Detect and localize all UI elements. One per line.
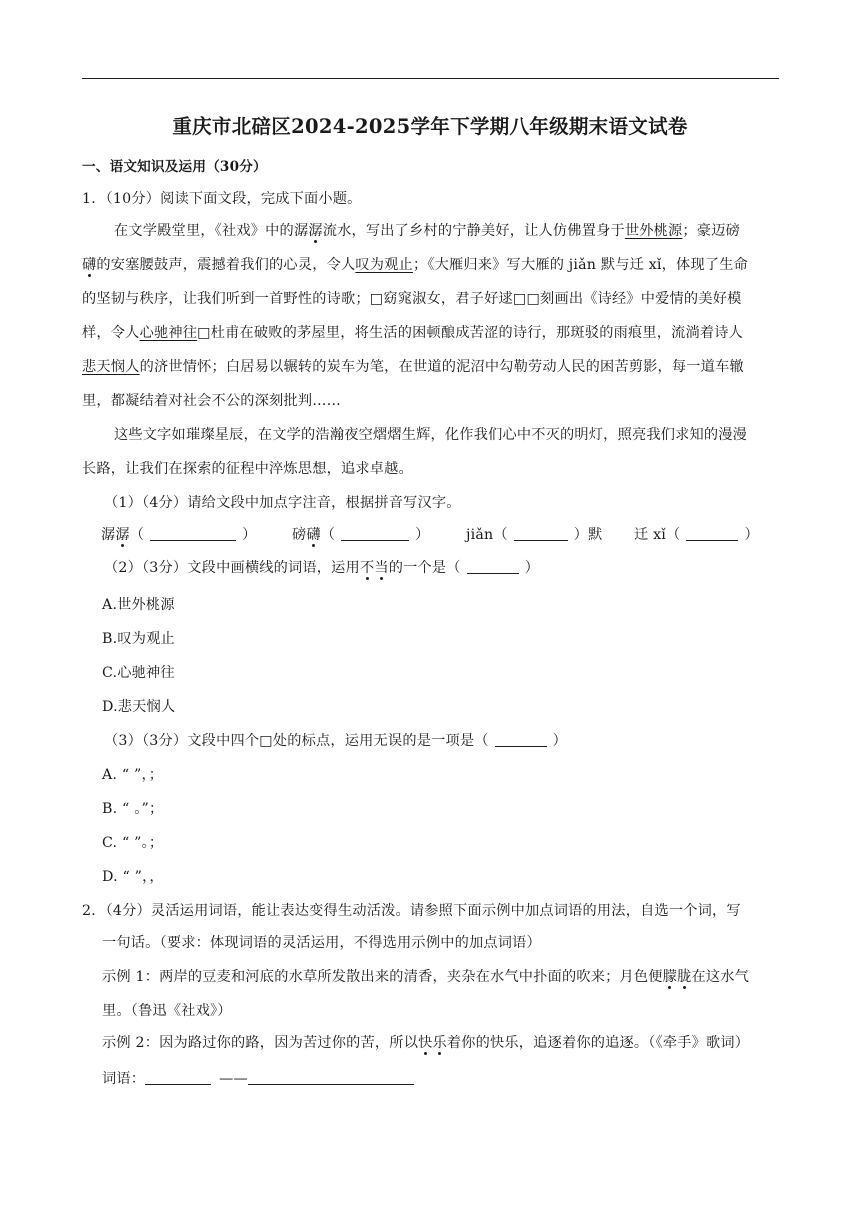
question-2-line: 2．（4分）灵活运用词语，能让表达变得生动活泼。请参照下面示例中加点词语的用法，自选一个词，写 [82, 903, 741, 919]
option-b: B.叹为观止 [102, 631, 175, 647]
dotted-char: 礴 [306, 527, 321, 543]
section-heading: 一、语文知识及运用（30分） [82, 159, 267, 175]
subquestion-3-heading: （3）（3分）文段中四个□处的标点，运用无误的是一项是（ ） [104, 733, 568, 749]
passage-line: 这些文字如璀璨星辰，在文学的浩瀚夜空熠熠生辉，化作我们心中不灭的明灯，照亮我们求知的漫漫 [114, 427, 748, 443]
dotted-char: 快 [418, 1035, 433, 1051]
dotted-char: 当 [374, 560, 389, 576]
page-title: 重庆市北碚区2024-2025学年下学期八年级期末语文试卷 [172, 115, 688, 138]
passage-line: 的坚韧与秩序，让我们听到一首野性的诗歌；□窈窕淑女，君子好逑□□刻画出《诗经》中爱情的美好模 [82, 291, 742, 307]
passage-line: 悲天悯人的济世情怀；白居易以辗转的炭车为笔，在世道的泥沼中勾勒劳动人民的困苦剪影，每一道车辙 [82, 359, 744, 375]
answer-blank[interactable] [686, 526, 738, 541]
option-c: C. “ ”。； [102, 835, 164, 851]
dotted-char: 朦 [662, 969, 678, 985]
answer-blank[interactable] [514, 526, 568, 541]
passage-line: 长路，让我们在探索的征程中淬炼思想，追求卓越。 [82, 461, 413, 477]
underlined-phrase: 世外桃源 [624, 223, 683, 239]
question-2-line: 一句话。（要求：体现词语的灵活运用，不得选用示例中的加点词语） [102, 935, 541, 951]
passage-line: 样，令人心驰神往□杜甫在破败的茅屋里，将生活的困顿酿成苦涩的诗行，那斑驳的雨痕里，流淌着诗人 [82, 325, 744, 341]
answer-line: 词语： —— [102, 1069, 414, 1089]
underlined-phrase: 悲天悯人 [82, 359, 140, 375]
sentence-blank[interactable] [248, 1070, 414, 1085]
subquestion-1-heading: （1）（4分）请给文段中加点字注音，根据拼音写汉字。 [104, 495, 461, 511]
example-1: 示例 1：两岸的豆麦和河底的水草所发散出来的清香，夹杂在水气中扑面的吹来；月色便朦胧在这水气 [102, 969, 750, 985]
dotted-char: 不 [359, 560, 375, 576]
dotted-char: 潺 [308, 223, 323, 239]
option-d: D. “ ”，， [102, 869, 164, 885]
example-2: 示例 2：因为路过你的路，因为苦过你的苦，所以快乐着你的快乐，追逐着你的追逐。（《牵手》歌词） [102, 1035, 750, 1051]
passage-line: 在文学殿堂里，《社戏》中的潺潺流水，写出了乡村的宁静美好，让人仿佛置身于世外桃源；豪迈磅 [114, 223, 740, 239]
underlined-phrase: 叹为观止 [355, 257, 413, 273]
header-rule [82, 78, 779, 79]
pinyin-answer-3: jiǎn（ ）默 [466, 527, 603, 543]
dotted-char: 礴 [82, 257, 97, 273]
pinyin-answer-4: 迁 xǐ（ ） [634, 527, 759, 543]
dotted-char: 潺 [115, 527, 130, 543]
option-b: B. “ 。”； [102, 801, 164, 817]
answer-blank[interactable] [341, 526, 409, 541]
option-a: A. “ ”，； [102, 767, 164, 783]
passage-line: 礴的安塞腰鼓声，震撼着我们的心灵，令人叹为观止；《大雁归来》写大雁的 jiǎn 默与迁 xǐ，体现了生命 [82, 257, 748, 273]
word-blank[interactable] [145, 1070, 211, 1085]
question-1-heading: 1．（10分）阅读下面文段，完成下面小题。 [82, 191, 362, 207]
example-1-source: 里。（鲁迅《社戏》） [102, 1003, 232, 1019]
dotted-char: 胧 [677, 969, 692, 985]
subquestion-2-heading: （2）（3分）文段中画横线的词语，运用不当的一个是（ ） [104, 560, 540, 576]
option-c: C.心驰神往 [102, 665, 175, 681]
answer-blank[interactable] [467, 559, 519, 574]
answer-blank[interactable] [150, 526, 236, 541]
option-a: A.世外桃源 [102, 597, 175, 613]
dotted-char: 乐 [432, 1035, 447, 1051]
option-d: D.悲天悯人 [102, 699, 176, 715]
pinyin-answer-1: 潺潺（ ） [101, 527, 257, 543]
underlined-phrase: 心驰神往 [139, 325, 198, 341]
pinyin-answer-2: 磅礴（ ） [292, 527, 430, 543]
passage-line: 里，都凝结着对社会不公的深刻批判…… [82, 393, 341, 409]
answer-blank[interactable] [495, 732, 547, 747]
